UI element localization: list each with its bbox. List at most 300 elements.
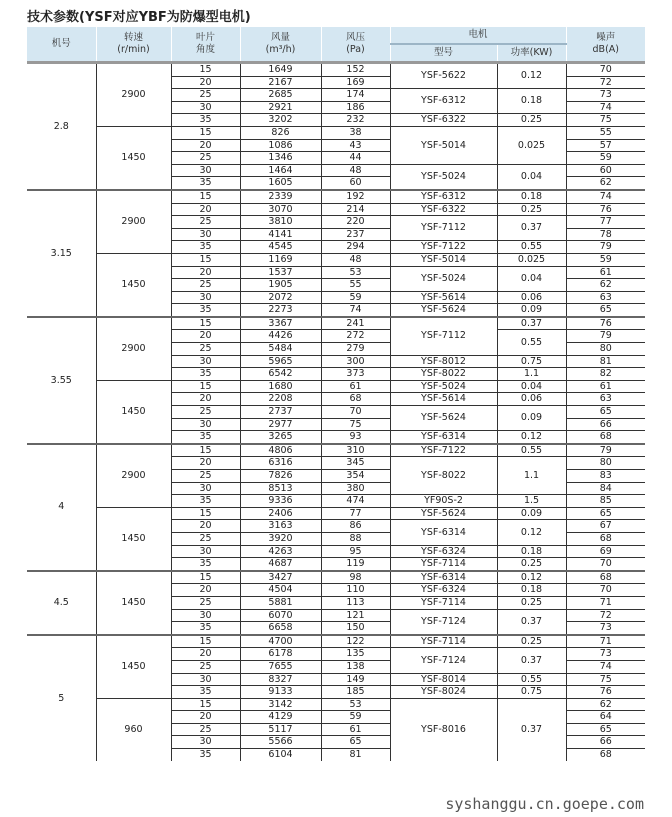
motor-model-cell: YSF-5624 — [390, 406, 497, 431]
flow-cell: 5117 — [240, 723, 321, 736]
pressure-cell: 75 — [321, 418, 390, 431]
speed-cell: 2900 — [96, 63, 171, 127]
angle-cell: 25 — [171, 596, 240, 609]
header-speed-unit: (r/min) — [117, 44, 150, 55]
angle-cell: 35 — [171, 114, 240, 127]
flow-cell: 5965 — [240, 355, 321, 368]
flow-cell: 3427 — [240, 571, 321, 584]
angle-cell: 35 — [171, 558, 240, 571]
spec-table — [27, 27, 645, 761]
motor-model-cell: YSF-5622 — [390, 63, 497, 89]
pressure-cell: 174 — [321, 89, 390, 102]
motor-model-cell: YSF-5024 — [390, 266, 497, 291]
pressure-cell: 95 — [321, 545, 390, 558]
noise-cell: 73 — [566, 89, 645, 102]
angle-cell: 15 — [171, 571, 240, 584]
angle-cell: 25 — [171, 343, 240, 356]
noise-cell: 65 — [566, 406, 645, 419]
motor-model-cell: YSF-7112 — [390, 317, 497, 355]
pressure-cell: 149 — [321, 673, 390, 686]
pressure-cell: 61 — [321, 723, 390, 736]
motor-power-cell: 1.1 — [497, 457, 566, 495]
pressure-cell: 380 — [321, 482, 390, 495]
flow-cell: 2737 — [240, 406, 321, 419]
motor-power-cell: 0.75 — [497, 355, 566, 368]
noise-cell: 60 — [566, 164, 645, 177]
flow-cell: 6104 — [240, 749, 321, 762]
noise-cell: 79 — [566, 444, 645, 457]
motor-model-cell: YSF-6314 — [390, 520, 497, 545]
angle-cell: 30 — [171, 609, 240, 622]
angle-cell: 25 — [171, 216, 240, 229]
pressure-cell: 150 — [321, 622, 390, 635]
motor-model-cell: YSF-7114 — [390, 558, 497, 571]
angle-cell: 35 — [171, 495, 240, 508]
motor-power-cell: 0.37 — [497, 216, 566, 241]
speed-cell: 1450 — [96, 253, 171, 316]
motor-power-cell: 0.25 — [497, 114, 566, 127]
pressure-cell: 38 — [321, 126, 390, 139]
flow-cell: 9133 — [240, 686, 321, 699]
machine-cell: 3.55 — [27, 317, 96, 444]
flow-cell: 3920 — [240, 532, 321, 545]
angle-cell: 30 — [171, 545, 240, 558]
pressure-cell: 119 — [321, 558, 390, 571]
pressure-cell: 88 — [321, 532, 390, 545]
motor-power-cell: 0.37 — [497, 698, 566, 761]
angle-cell: 20 — [171, 139, 240, 152]
angle-cell: 20 — [171, 457, 240, 470]
noise-cell: 74 — [566, 660, 645, 673]
noise-cell: 68 — [566, 571, 645, 584]
angle-cell: 35 — [171, 368, 240, 381]
header-pressure-label: 风压 — [345, 32, 365, 43]
pressure-cell: 61 — [321, 380, 390, 393]
header-noise-unit: dB(A) — [592, 44, 619, 55]
motor-power-cell: 0.12 — [497, 520, 566, 545]
flow-cell: 8327 — [240, 673, 321, 686]
noise-cell: 75 — [566, 673, 645, 686]
noise-cell: 74 — [566, 190, 645, 203]
noise-cell: 63 — [566, 291, 645, 304]
pressure-cell: 232 — [321, 114, 390, 127]
flow-cell: 1537 — [240, 266, 321, 279]
pressure-cell: 60 — [321, 177, 390, 190]
noise-cell: 73 — [566, 622, 645, 635]
flow-cell: 1605 — [240, 177, 321, 190]
noise-cell: 84 — [566, 482, 645, 495]
angle-cell: 30 — [171, 228, 240, 241]
angle-cell: 25 — [171, 406, 240, 419]
header-flow — [240, 27, 321, 63]
pressure-cell: 86 — [321, 520, 390, 533]
motor-model-cell: YSF-5024 — [390, 164, 497, 190]
noise-cell: 66 — [566, 736, 645, 749]
pressure-cell: 241 — [321, 317, 390, 330]
motor-power-cell: 0.18 — [497, 545, 566, 558]
motor-power-cell: 0.55 — [497, 673, 566, 686]
motor-power-cell: 0.55 — [497, 241, 566, 254]
noise-cell: 75 — [566, 114, 645, 127]
pressure-cell: 121 — [321, 609, 390, 622]
speed-cell: 960 — [96, 698, 171, 761]
machine-cell: 5 — [27, 635, 96, 761]
noise-cell: 81 — [566, 355, 645, 368]
flow-cell: 3202 — [240, 114, 321, 127]
pressure-cell: 110 — [321, 584, 390, 597]
flow-cell: 8513 — [240, 482, 321, 495]
motor-model-cell: YSF-6314 — [390, 431, 497, 444]
flow-cell: 4426 — [240, 330, 321, 343]
flow-cell: 5484 — [240, 343, 321, 356]
motor-power-cell: 0.04 — [497, 164, 566, 190]
flow-cell: 4806 — [240, 444, 321, 457]
header-machine — [27, 27, 96, 63]
pressure-cell: 186 — [321, 101, 390, 114]
angle-cell: 25 — [171, 279, 240, 292]
motor-model-cell: YSF-8022 — [390, 368, 497, 381]
angle-cell: 30 — [171, 736, 240, 749]
machine-cell: 4.5 — [27, 571, 96, 635]
pressure-cell: 237 — [321, 228, 390, 241]
flow-cell: 1905 — [240, 279, 321, 292]
pressure-cell: 220 — [321, 216, 390, 229]
table-row — [27, 507, 645, 520]
motor-model-cell: YSF-8024 — [390, 686, 497, 699]
motor-power-cell: 1.1 — [497, 368, 566, 381]
angle-cell: 20 — [171, 711, 240, 724]
angle-cell: 15 — [171, 444, 240, 457]
table-row — [27, 635, 645, 648]
noise-cell: 73 — [566, 648, 645, 661]
angle-cell: 30 — [171, 291, 240, 304]
motor-model-cell: YSF-5624 — [390, 507, 497, 520]
motor-power-cell: 0.25 — [497, 635, 566, 648]
motor-model-cell: YSF-7122 — [390, 444, 497, 457]
machine-cell: 2.8 — [27, 63, 96, 190]
header-flow-label: 风量 — [270, 32, 290, 43]
motor-power-cell: 1.5 — [497, 495, 566, 508]
speed-cell: 1450 — [96, 507, 171, 570]
noise-cell: 62 — [566, 698, 645, 711]
machine-cell: 4 — [27, 444, 96, 571]
noise-cell: 68 — [566, 749, 645, 762]
motor-model-cell: YSF-8016 — [390, 698, 497, 761]
noise-cell: 66 — [566, 418, 645, 431]
motor-model-cell: YSF-7124 — [390, 609, 497, 635]
motor-power-cell: 0.25 — [497, 596, 566, 609]
pressure-cell: 77 — [321, 507, 390, 520]
speed-cell: 2900 — [96, 190, 171, 253]
noise-cell: 76 — [566, 686, 645, 699]
flow-cell: 2167 — [240, 76, 321, 89]
pressure-cell: 354 — [321, 470, 390, 483]
header-angle-label: 叶片 — [195, 32, 215, 43]
angle-cell: 30 — [171, 673, 240, 686]
noise-cell: 80 — [566, 457, 645, 470]
table-row — [27, 63, 645, 77]
motor-model-cell: YSF-8022 — [390, 457, 497, 495]
pressure-cell: 373 — [321, 368, 390, 381]
angle-cell: 20 — [171, 266, 240, 279]
noise-cell: 85 — [566, 495, 645, 508]
angle-cell: 20 — [171, 648, 240, 661]
motor-model-cell: YSF-6314 — [390, 571, 497, 584]
table-row — [27, 253, 645, 266]
angle-cell: 35 — [171, 686, 240, 699]
angle-cell: 15 — [171, 317, 240, 330]
motor-model-cell: YSF-6312 — [390, 89, 497, 114]
flow-cell: 1346 — [240, 152, 321, 165]
noise-cell: 64 — [566, 711, 645, 724]
table-row — [27, 190, 645, 203]
motor-power-cell: 0.025 — [497, 126, 566, 164]
noise-cell: 70 — [566, 558, 645, 571]
noise-cell: 80 — [566, 343, 645, 356]
angle-cell: 15 — [171, 507, 240, 520]
noise-cell: 65 — [566, 304, 645, 317]
angle-cell: 20 — [171, 520, 240, 533]
angle-cell: 15 — [171, 698, 240, 711]
pressure-cell: 214 — [321, 203, 390, 216]
flow-cell: 5881 — [240, 596, 321, 609]
pressure-cell: 70 — [321, 406, 390, 419]
noise-cell: 68 — [566, 532, 645, 545]
pressure-cell: 44 — [321, 152, 390, 165]
flow-cell: 6178 — [240, 648, 321, 661]
noise-cell: 72 — [566, 76, 645, 89]
noise-cell: 83 — [566, 470, 645, 483]
angle-cell: 30 — [171, 164, 240, 177]
noise-cell: 68 — [566, 431, 645, 444]
motor-model-cell: YSF-5624 — [390, 304, 497, 317]
header-model: 型号 — [390, 44, 497, 63]
motor-power-cell: 0.12 — [497, 431, 566, 444]
angle-cell: 30 — [171, 101, 240, 114]
noise-cell: 62 — [566, 177, 645, 190]
noise-cell: 70 — [566, 63, 645, 77]
angle-cell: 35 — [171, 431, 240, 444]
motor-model-cell: YSF-8012 — [390, 355, 497, 368]
angle-cell: 15 — [171, 635, 240, 648]
flow-cell: 5566 — [240, 736, 321, 749]
flow-cell: 1169 — [240, 253, 321, 266]
pressure-cell: 122 — [321, 635, 390, 648]
flow-cell: 2072 — [240, 291, 321, 304]
pressure-cell: 310 — [321, 444, 390, 457]
pressure-cell: 279 — [321, 343, 390, 356]
flow-cell: 3142 — [240, 698, 321, 711]
pressure-cell: 93 — [321, 431, 390, 444]
angle-cell: 20 — [171, 393, 240, 406]
motor-model-cell: YSF-7114 — [390, 635, 497, 648]
angle-cell: 35 — [171, 304, 240, 317]
flow-cell: 7826 — [240, 470, 321, 483]
motor-power-cell: 0.25 — [497, 203, 566, 216]
pressure-cell: 98 — [321, 571, 390, 584]
table-row — [27, 444, 645, 457]
noise-cell: 57 — [566, 139, 645, 152]
motor-model-cell: YSF-6324 — [390, 545, 497, 558]
header-angle-label2: 角度 — [195, 44, 215, 55]
motor-model-cell: YSF-6324 — [390, 584, 497, 597]
angle-cell: 25 — [171, 532, 240, 545]
noise-cell: 55 — [566, 126, 645, 139]
table-row — [27, 698, 645, 711]
noise-cell: 78 — [566, 228, 645, 241]
flow-cell: 4129 — [240, 711, 321, 724]
noise-cell: 70 — [566, 584, 645, 597]
pressure-cell: 74 — [321, 304, 390, 317]
header-pressure-unit: (Pa) — [346, 44, 365, 55]
flow-cell: 4504 — [240, 584, 321, 597]
speed-cell: 2900 — [96, 317, 171, 380]
noise-cell: 59 — [566, 152, 645, 165]
noise-cell: 79 — [566, 241, 645, 254]
angle-cell: 30 — [171, 482, 240, 495]
header-angle — [171, 27, 240, 63]
motor-power-cell: 0.12 — [497, 63, 566, 89]
watermark: syshanggu.cn.goepe.com — [445, 795, 644, 813]
pressure-cell: 59 — [321, 711, 390, 724]
pressure-cell: 272 — [321, 330, 390, 343]
motor-power-cell: 0.025 — [497, 253, 566, 266]
motor-power-cell: 0.04 — [497, 266, 566, 291]
flow-cell: 3810 — [240, 216, 321, 229]
noise-cell: 62 — [566, 279, 645, 292]
pressure-cell: 138 — [321, 660, 390, 673]
table-row — [27, 126, 645, 139]
flow-cell: 9336 — [240, 495, 321, 508]
noise-cell: 82 — [566, 368, 645, 381]
pressure-cell: 474 — [321, 495, 390, 508]
flow-cell: 1086 — [240, 139, 321, 152]
motor-model-cell: YSF-6312 — [390, 190, 497, 203]
header-speed-label: 转速 — [123, 32, 143, 43]
motor-power-cell: 0.75 — [497, 686, 566, 699]
flow-cell: 4545 — [240, 241, 321, 254]
noise-cell: 61 — [566, 380, 645, 393]
angle-cell: 15 — [171, 63, 240, 77]
angle-cell: 35 — [171, 177, 240, 190]
motor-model-cell: YSF-5014 — [390, 126, 497, 164]
header-noise-label: 噪声 — [596, 32, 616, 43]
angle-cell: 15 — [171, 380, 240, 393]
flow-cell: 826 — [240, 126, 321, 139]
flow-cell: 6658 — [240, 622, 321, 635]
noise-cell: 72 — [566, 609, 645, 622]
noise-cell: 74 — [566, 101, 645, 114]
motor-model-cell: YSF-5614 — [390, 393, 497, 406]
flow-cell: 2273 — [240, 304, 321, 317]
flow-cell: 3265 — [240, 431, 321, 444]
speed-cell: 1450 — [96, 571, 171, 635]
angle-cell: 25 — [171, 660, 240, 673]
speed-cell: 1450 — [96, 126, 171, 189]
pressure-cell: 81 — [321, 749, 390, 762]
motor-power-cell: 0.12 — [497, 571, 566, 584]
motor-power-cell: 0.37 — [497, 317, 566, 330]
flow-cell: 4141 — [240, 228, 321, 241]
angle-cell: 20 — [171, 76, 240, 89]
flow-cell: 3163 — [240, 520, 321, 533]
angle-cell: 25 — [171, 152, 240, 165]
pressure-cell: 345 — [321, 457, 390, 470]
pressure-cell: 65 — [321, 736, 390, 749]
flow-cell: 2921 — [240, 101, 321, 114]
flow-cell: 2208 — [240, 393, 321, 406]
motor-power-cell: 0.06 — [497, 393, 566, 406]
pressure-cell: 113 — [321, 596, 390, 609]
motor-power-cell: 0.18 — [497, 584, 566, 597]
noise-cell: 59 — [566, 253, 645, 266]
angle-cell: 35 — [171, 749, 240, 762]
motor-power-cell: 0.09 — [497, 406, 566, 431]
motor-model-cell: YSF-6322 — [390, 114, 497, 127]
flow-cell: 1464 — [240, 164, 321, 177]
angle-cell: 25 — [171, 470, 240, 483]
motor-power-cell: 0.25 — [497, 558, 566, 571]
angle-cell: 15 — [171, 190, 240, 203]
angle-cell: 30 — [171, 418, 240, 431]
flow-cell: 1649 — [240, 63, 321, 77]
motor-power-cell: 0.37 — [497, 609, 566, 635]
motor-model-cell: YSF-7114 — [390, 596, 497, 609]
flow-cell: 3070 — [240, 203, 321, 216]
pressure-cell: 53 — [321, 698, 390, 711]
machine-cell: 3.15 — [27, 190, 96, 317]
flow-cell: 2406 — [240, 507, 321, 520]
angle-cell: 20 — [171, 330, 240, 343]
header-pressure — [321, 27, 390, 63]
pressure-cell: 169 — [321, 76, 390, 89]
speed-cell: 1450 — [96, 380, 171, 443]
motor-model-cell: YSF-5614 — [390, 291, 497, 304]
table-row — [27, 380, 645, 393]
speed-cell: 2900 — [96, 444, 171, 507]
pressure-cell: 152 — [321, 63, 390, 77]
pressure-cell: 68 — [321, 393, 390, 406]
pressure-cell: 300 — [321, 355, 390, 368]
angle-cell: 30 — [171, 355, 240, 368]
noise-cell: 77 — [566, 216, 645, 229]
angle-cell: 20 — [171, 203, 240, 216]
motor-power-cell: 0.18 — [497, 190, 566, 203]
noise-cell: 71 — [566, 635, 645, 648]
pressure-cell: 294 — [321, 241, 390, 254]
angle-cell: 20 — [171, 584, 240, 597]
motor-model-cell: YSF-8014 — [390, 673, 497, 686]
motor-model-cell: YF90S-2 — [390, 495, 497, 508]
motor-power-cell: 0.55 — [497, 444, 566, 457]
header-power: 功率(KW) — [497, 44, 566, 63]
page-title: 技术参数(YSF对应YBF为防爆型电机) — [27, 10, 251, 25]
motor-power-cell: 0.06 — [497, 291, 566, 304]
motor-model-cell: YSF-5014 — [390, 253, 497, 266]
noise-cell: 63 — [566, 393, 645, 406]
pressure-cell: 192 — [321, 190, 390, 203]
header-noise — [566, 27, 645, 63]
pressure-cell: 59 — [321, 291, 390, 304]
flow-cell: 2339 — [240, 190, 321, 203]
angle-cell: 35 — [171, 622, 240, 635]
motor-power-cell: 0.18 — [497, 89, 566, 114]
angle-cell: 25 — [171, 89, 240, 102]
angle-cell: 15 — [171, 126, 240, 139]
angle-cell: 15 — [171, 253, 240, 266]
pressure-cell: 43 — [321, 139, 390, 152]
flow-cell: 4263 — [240, 545, 321, 558]
